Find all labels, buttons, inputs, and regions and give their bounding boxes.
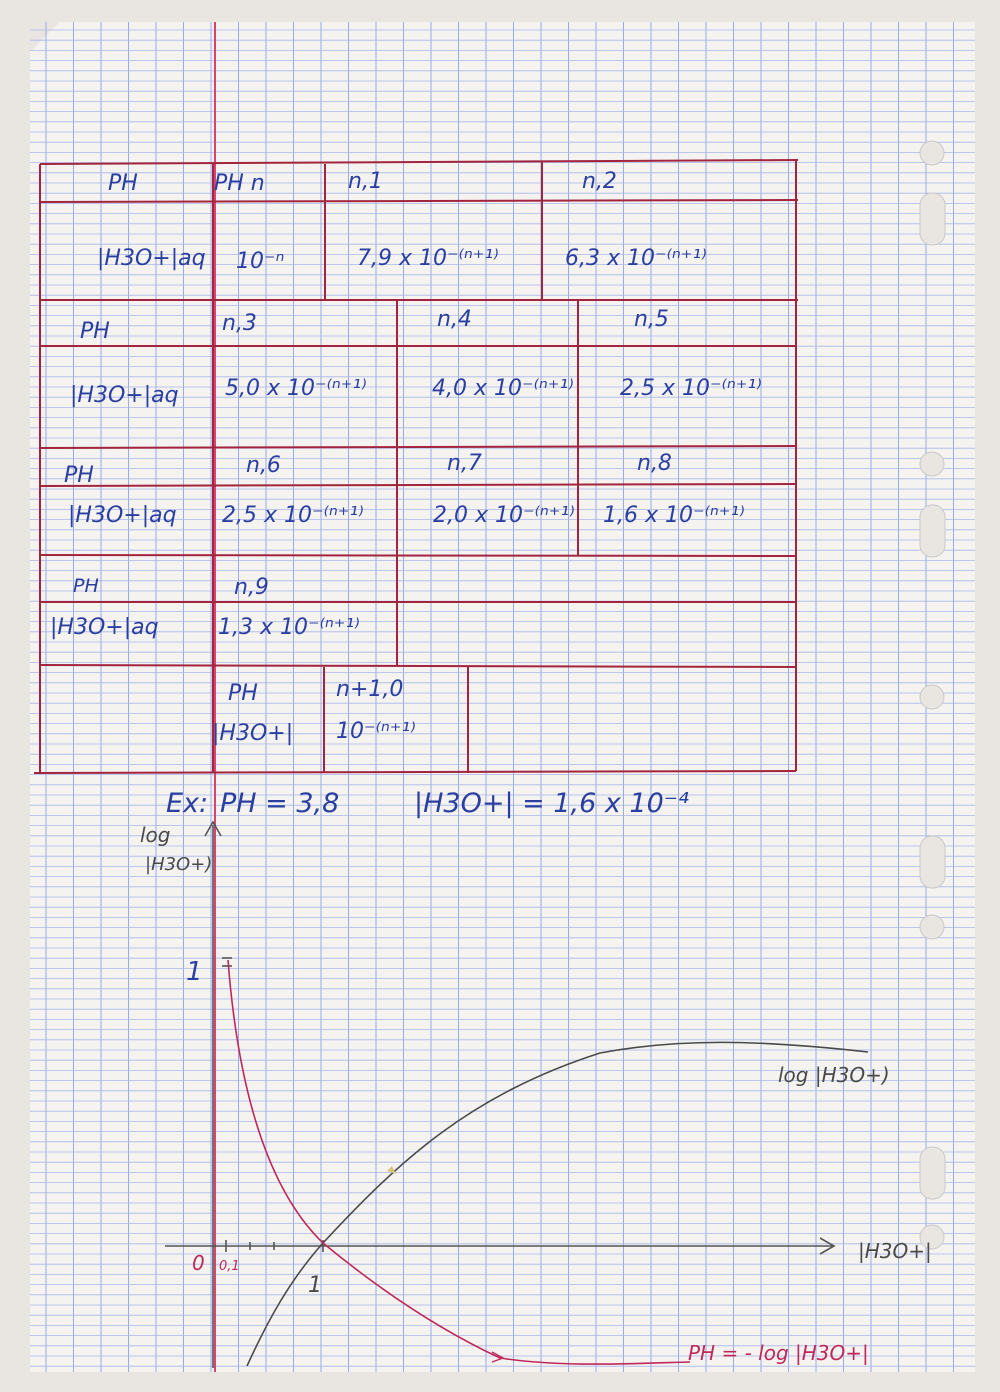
row2-c3-val: 2,5 x 10⁻⁽ⁿ⁺¹⁾ (620, 376, 762, 401)
row3-ph-label: PH (64, 463, 94, 488)
row1-c3-val: 6,3 x 10⁻⁽ⁿ⁺¹⁾ (565, 246, 707, 271)
row4-conc-label: |H3O+|aq (50, 615, 159, 640)
tick-01-label: 0,1 (219, 1259, 240, 1274)
row1-c2-val: 7,9 x 10⁻⁽ⁿ⁺¹⁾ (357, 246, 499, 271)
row1-c1-head: PH n (214, 171, 265, 196)
example-ph: PH = 3,8 (220, 788, 340, 819)
row3-conc-label: |H3O+|aq (68, 503, 177, 528)
row3-c1-head: n,6 (246, 453, 281, 478)
hole (920, 141, 944, 165)
row1-c1-val: 10⁻ⁿ (236, 249, 285, 274)
y-axis-label-line1: log (140, 823, 171, 847)
y-axis-label-line2: |H3O+) (145, 854, 213, 875)
origin-label: 0 (192, 1251, 205, 1275)
row3-c2-head: n,7 (447, 451, 482, 476)
row2-c1-val: 5,0 x 10⁻⁽ⁿ⁺¹⁾ (225, 376, 367, 401)
curve-log-label: log |H3O+) (778, 1063, 890, 1087)
row4-c1-val: 1,3 x 10⁻⁽ⁿ⁺¹⁾ (218, 615, 360, 640)
row2-c2-head: n,4 (437, 307, 472, 332)
row4-c1-head: n,9 (234, 575, 269, 600)
x-axis-label: |H3O+| (858, 1239, 932, 1263)
paper-sheet (30, 22, 975, 1372)
row2-c2-val: 4,0 x 10⁻⁽ⁿ⁺¹⁾ (432, 376, 574, 401)
row1-c3-head: n,2 (582, 169, 617, 194)
row5-c1-head: n+1,0 (336, 677, 404, 702)
hole (920, 836, 945, 888)
hole (920, 505, 945, 557)
row1-ph-label: PH (108, 171, 138, 196)
row2-c1-head: n,3 (222, 311, 257, 336)
row2-c3-head: n,5 (634, 307, 669, 332)
tick-1-x: 1 (308, 1273, 322, 1298)
hole (920, 915, 944, 939)
hole (920, 685, 944, 709)
row1-conc-label: |H3O+|aq (97, 246, 206, 271)
hole (920, 1147, 945, 1199)
example-conc: |H3O+| = 1,6 x 10⁻⁴ (414, 788, 689, 819)
row3-c2-val: 2,0 x 10⁻⁽ⁿ⁺¹⁾ (433, 503, 575, 528)
example-label: Ex: (166, 788, 209, 819)
row2-conc-label: |H3O+|aq (70, 383, 179, 408)
hole (920, 452, 944, 476)
row5-c1-val: 10⁻⁽ⁿ⁺¹⁾ (336, 719, 416, 744)
row1-c2-head: n,1 (348, 169, 383, 194)
row3-c3-val: 1,6 x 10⁻⁽ⁿ⁺¹⁾ (603, 503, 745, 528)
tick-1-y: 1 (186, 957, 203, 987)
row3-c1-val: 2,5 x 10⁻⁽ⁿ⁺¹⁾ (222, 503, 364, 528)
hole (920, 193, 945, 245)
curve-ph-label: PH = - log |H3O+| (688, 1341, 869, 1365)
row2-ph-label: PH (80, 319, 110, 344)
row4-ph-label: PH (73, 575, 99, 597)
row5-ph-label: PH (228, 681, 258, 706)
row5-conc-label: |H3O+| (212, 721, 294, 746)
row3-c3-head: n,8 (637, 451, 672, 476)
